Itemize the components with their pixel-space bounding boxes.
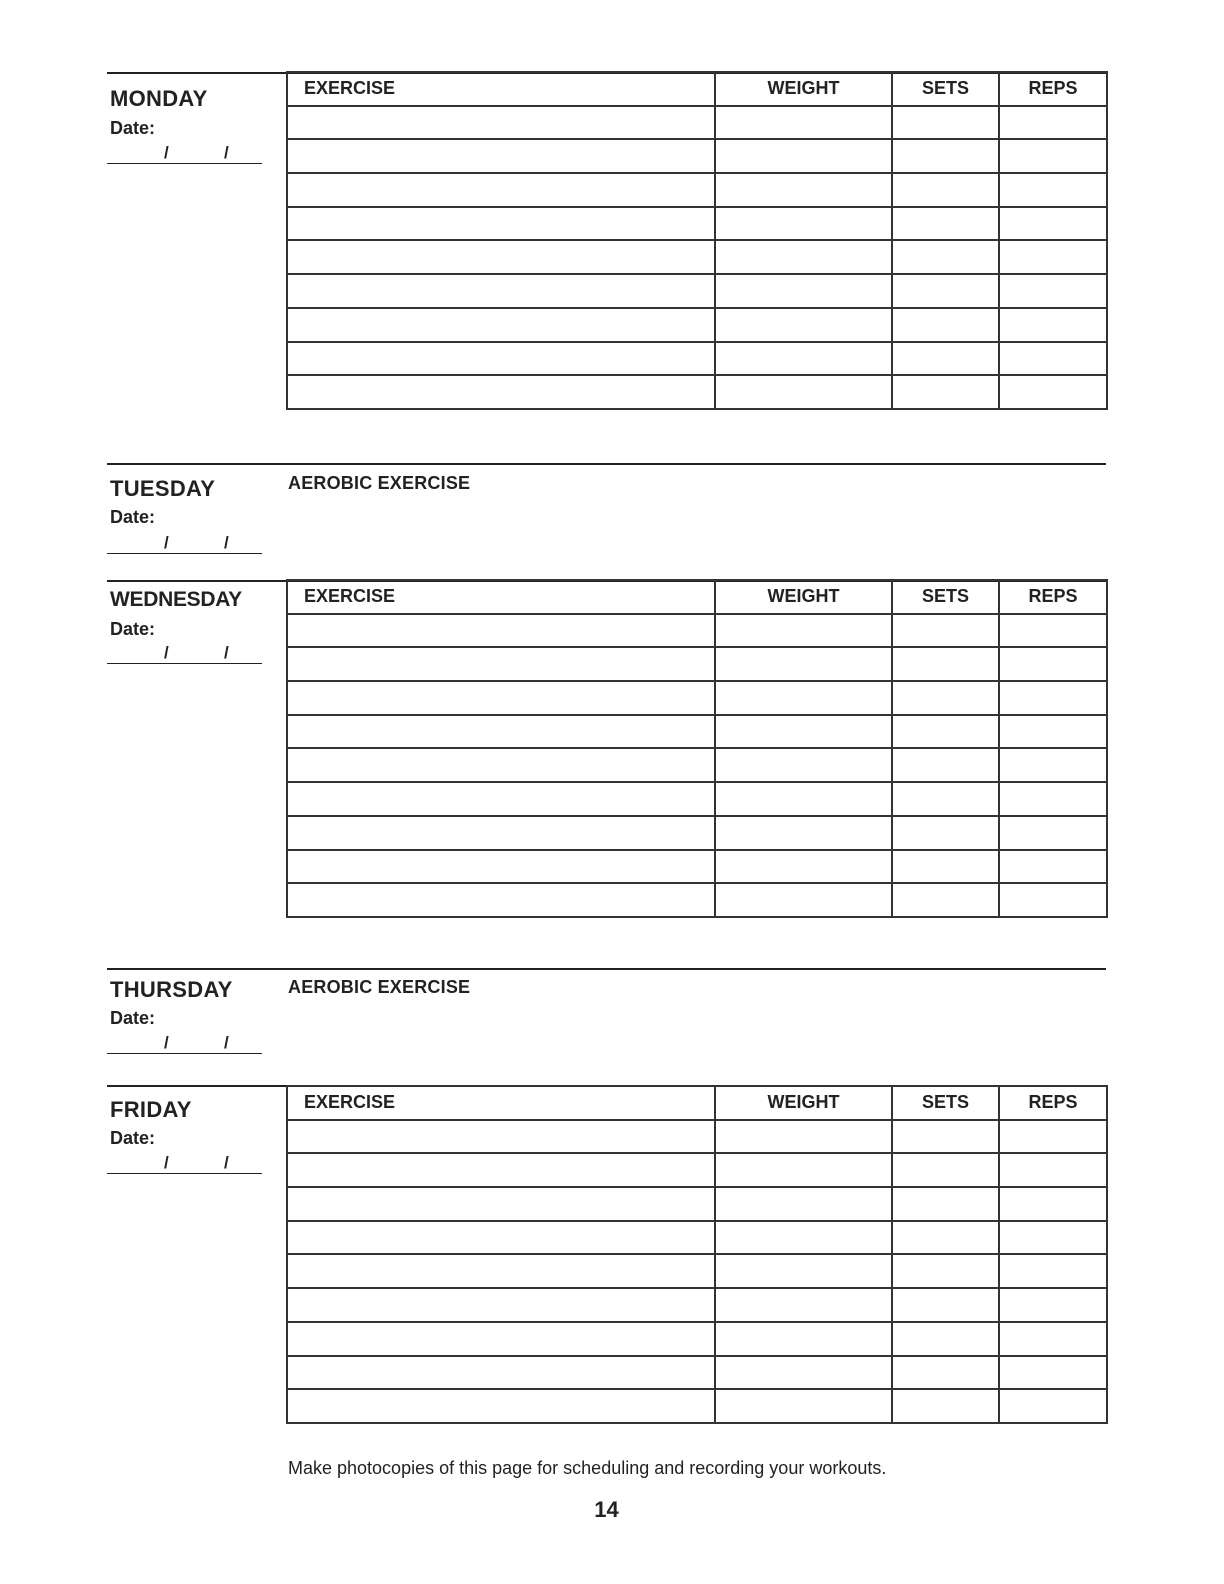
weight-cell[interactable] bbox=[715, 1322, 892, 1356]
reps-cell[interactable] bbox=[999, 1254, 1107, 1288]
exercise-cell[interactable] bbox=[287, 240, 715, 274]
thursday-aerobic-label: AEROBIC EXERCISE bbox=[288, 977, 471, 997]
exercise-cell[interactable] bbox=[287, 139, 715, 173]
column-header-weight: WEIGHT bbox=[715, 1086, 892, 1120]
table-row bbox=[287, 173, 1107, 207]
sets-cell[interactable] bbox=[892, 1389, 999, 1423]
wednesday-heading: WEDNESDAY bbox=[110, 588, 242, 611]
reps-cell[interactable] bbox=[999, 207, 1107, 241]
table-row bbox=[287, 1120, 1107, 1154]
weight-cell[interactable] bbox=[715, 375, 892, 409]
reps-cell[interactable] bbox=[999, 274, 1107, 308]
sets-cell[interactable] bbox=[892, 1288, 999, 1322]
exercise-cell[interactable] bbox=[287, 1187, 715, 1221]
weight-cell[interactable] bbox=[715, 274, 892, 308]
table-row bbox=[287, 782, 1107, 816]
weight-cell[interactable] bbox=[715, 1254, 892, 1288]
table-row bbox=[287, 342, 1107, 376]
weight-cell[interactable] bbox=[715, 782, 892, 816]
friday-workout-table bbox=[286, 1085, 1108, 1424]
thursday-date-field[interactable] bbox=[107, 1033, 262, 1054]
weight-cell[interactable] bbox=[715, 106, 892, 140]
sets-cell[interactable] bbox=[892, 1221, 999, 1255]
sets-cell[interactable] bbox=[892, 106, 999, 140]
column-header-exercise: EXERCISE bbox=[287, 1086, 715, 1120]
page-number: 14 bbox=[594, 1497, 619, 1522]
sets-cell[interactable] bbox=[892, 782, 999, 816]
weight-cell[interactable] bbox=[715, 1389, 892, 1423]
reps-cell[interactable] bbox=[999, 139, 1107, 173]
table-row bbox=[287, 647, 1107, 681]
reps-cell[interactable] bbox=[999, 240, 1107, 274]
table-row bbox=[287, 614, 1107, 648]
monday-workout-table bbox=[286, 71, 1108, 410]
date-slash: / bbox=[224, 1153, 229, 1172]
sets-cell[interactable] bbox=[892, 748, 999, 782]
exercise-cell[interactable] bbox=[287, 850, 715, 884]
sets-cell[interactable] bbox=[892, 375, 999, 409]
weight-cell[interactable] bbox=[715, 816, 892, 850]
sets-cell[interactable] bbox=[892, 816, 999, 850]
exercise-cell[interactable] bbox=[287, 614, 715, 648]
table-row bbox=[287, 106, 1107, 140]
exercise-cell[interactable] bbox=[287, 816, 715, 850]
sets-cell[interactable] bbox=[892, 647, 999, 681]
weight-cell[interactable] bbox=[715, 715, 892, 749]
weight-cell[interactable] bbox=[715, 207, 892, 241]
reps-cell[interactable] bbox=[999, 883, 1107, 917]
friday-date-label: Date: bbox=[110, 1128, 156, 1148]
weight-cell[interactable] bbox=[715, 342, 892, 376]
table-row bbox=[287, 816, 1107, 850]
reps-cell[interactable] bbox=[999, 173, 1107, 207]
weight-cell[interactable] bbox=[715, 850, 892, 884]
exercise-cell[interactable] bbox=[287, 1356, 715, 1390]
reps-cell[interactable] bbox=[999, 816, 1107, 850]
weight-cell[interactable] bbox=[715, 240, 892, 274]
exercise-cell[interactable] bbox=[287, 106, 715, 140]
table-header-row bbox=[287, 580, 1107, 614]
table-row bbox=[287, 850, 1107, 884]
sets-cell[interactable] bbox=[892, 715, 999, 749]
exercise-cell[interactable] bbox=[287, 1221, 715, 1255]
exercise-cell[interactable] bbox=[287, 883, 715, 917]
sets-cell[interactable] bbox=[892, 342, 999, 376]
table-row bbox=[287, 1221, 1107, 1255]
date-slash: / bbox=[224, 143, 229, 162]
table-row bbox=[287, 139, 1107, 173]
table-row bbox=[287, 1254, 1107, 1288]
sets-cell[interactable] bbox=[892, 1153, 999, 1187]
sets-cell[interactable] bbox=[892, 1322, 999, 1356]
reps-cell[interactable] bbox=[999, 850, 1107, 884]
table-row bbox=[287, 1389, 1107, 1423]
exercise-cell[interactable] bbox=[287, 681, 715, 715]
table-row bbox=[287, 715, 1107, 749]
sets-cell[interactable] bbox=[892, 1120, 999, 1154]
sets-cell[interactable] bbox=[892, 240, 999, 274]
date-slash: / bbox=[224, 643, 229, 662]
exercise-cell[interactable] bbox=[287, 1322, 715, 1356]
reps-cell[interactable] bbox=[999, 1187, 1107, 1221]
tuesday-date-field[interactable] bbox=[107, 533, 262, 554]
reps-cell[interactable] bbox=[999, 1356, 1107, 1390]
reps-cell[interactable] bbox=[999, 1153, 1107, 1187]
weight-cell[interactable] bbox=[715, 647, 892, 681]
weight-cell[interactable] bbox=[715, 1120, 892, 1154]
weight-cell[interactable] bbox=[715, 1356, 892, 1390]
weight-cell[interactable] bbox=[715, 883, 892, 917]
photocopy-note: Make photocopies of this page for scheduling and recording your workouts. bbox=[288, 1458, 887, 1478]
reps-cell[interactable] bbox=[999, 748, 1107, 782]
column-header-sets: SETS bbox=[892, 580, 999, 614]
tuesday-divider bbox=[107, 463, 1106, 465]
table-row bbox=[287, 1153, 1107, 1187]
weight-cell[interactable] bbox=[715, 139, 892, 173]
table-header-row bbox=[287, 1086, 1107, 1120]
friday-heading: FRIDAY bbox=[110, 1097, 192, 1122]
date-slash: / bbox=[224, 1033, 229, 1052]
date-slash: / bbox=[164, 1033, 169, 1052]
weight-cell[interactable] bbox=[715, 1288, 892, 1322]
reps-cell[interactable] bbox=[999, 1322, 1107, 1356]
column-header-weight: WEIGHT bbox=[715, 580, 892, 614]
reps-cell[interactable] bbox=[999, 1288, 1107, 1322]
exercise-cell[interactable] bbox=[287, 1254, 715, 1288]
table-row bbox=[287, 681, 1107, 715]
exercise-cell[interactable] bbox=[287, 342, 715, 376]
wednesday-date-field[interactable] bbox=[107, 643, 262, 664]
exercise-cell[interactable] bbox=[287, 1120, 715, 1154]
reps-cell[interactable] bbox=[999, 614, 1107, 648]
date-slash: / bbox=[164, 143, 169, 162]
exercise-cell[interactable] bbox=[287, 1288, 715, 1322]
date-slash: / bbox=[164, 1153, 169, 1172]
exercise-cell[interactable] bbox=[287, 647, 715, 681]
table-row bbox=[287, 748, 1107, 782]
wednesday-workout-table bbox=[286, 579, 1108, 918]
exercise-cell[interactable] bbox=[287, 173, 715, 207]
column-header-reps: REPS bbox=[999, 72, 1107, 106]
weight-cell[interactable] bbox=[715, 1221, 892, 1255]
column-header-exercise: EXERCISE bbox=[287, 72, 715, 106]
reps-cell[interactable] bbox=[999, 647, 1107, 681]
exercise-cell[interactable] bbox=[287, 1153, 715, 1187]
sets-cell[interactable] bbox=[892, 681, 999, 715]
exercise-cell[interactable] bbox=[287, 1389, 715, 1423]
reps-cell[interactable] bbox=[999, 342, 1107, 376]
column-header-sets: SETS bbox=[892, 72, 999, 106]
table-row bbox=[287, 1187, 1107, 1221]
column-header-reps: REPS bbox=[999, 580, 1107, 614]
date-slash: / bbox=[164, 643, 169, 662]
monday-date-field[interactable] bbox=[107, 143, 262, 164]
table-header-row bbox=[287, 72, 1107, 106]
reps-cell[interactable] bbox=[999, 375, 1107, 409]
reps-cell[interactable] bbox=[999, 1389, 1107, 1423]
column-header-reps: REPS bbox=[999, 1086, 1107, 1120]
monday-date-label: Date: bbox=[110, 118, 156, 138]
sets-cell[interactable] bbox=[892, 274, 999, 308]
date-slash: / bbox=[224, 533, 229, 552]
sets-cell[interactable] bbox=[892, 173, 999, 207]
sets-cell[interactable] bbox=[892, 1254, 999, 1288]
reps-cell[interactable] bbox=[999, 106, 1107, 140]
monday-heading: MONDAY bbox=[110, 86, 208, 111]
table-row bbox=[287, 375, 1107, 409]
table-row bbox=[287, 1322, 1107, 1356]
thursday-date-label: Date: bbox=[110, 1008, 156, 1028]
sets-cell[interactable] bbox=[892, 1187, 999, 1221]
column-header-weight: WEIGHT bbox=[715, 72, 892, 106]
weight-cell[interactable] bbox=[715, 173, 892, 207]
reps-cell[interactable] bbox=[999, 782, 1107, 816]
reps-cell[interactable] bbox=[999, 715, 1107, 749]
exercise-cell[interactable] bbox=[287, 715, 715, 749]
weight-cell[interactable] bbox=[715, 681, 892, 715]
sets-cell[interactable] bbox=[892, 1356, 999, 1390]
reps-cell[interactable] bbox=[999, 308, 1107, 342]
sets-cell[interactable] bbox=[892, 883, 999, 917]
weight-cell[interactable] bbox=[715, 748, 892, 782]
weight-cell[interactable] bbox=[715, 614, 892, 648]
tuesday-aerobic-label: AEROBIC EXERCISE bbox=[288, 473, 471, 493]
column-header-exercise: EXERCISE bbox=[287, 580, 715, 614]
weight-cell[interactable] bbox=[715, 308, 892, 342]
thursday-divider bbox=[107, 968, 1106, 970]
reps-cell[interactable] bbox=[999, 1120, 1107, 1154]
table-row bbox=[287, 1356, 1107, 1390]
wednesday-date-label: Date: bbox=[110, 619, 156, 639]
column-header-sets: SETS bbox=[892, 1086, 999, 1120]
sets-cell[interactable] bbox=[892, 614, 999, 648]
reps-cell[interactable] bbox=[999, 1221, 1107, 1255]
date-slash: / bbox=[164, 533, 169, 552]
sets-cell[interactable] bbox=[892, 139, 999, 173]
exercise-cell[interactable] bbox=[287, 375, 715, 409]
tuesday-date-label: Date: bbox=[110, 507, 156, 527]
table-row bbox=[287, 207, 1107, 241]
exercise-cell[interactable] bbox=[287, 782, 715, 816]
tuesday-heading: TUESDAY bbox=[110, 476, 216, 501]
exercise-cell[interactable] bbox=[287, 308, 715, 342]
sets-cell[interactable] bbox=[892, 207, 999, 241]
table-row bbox=[287, 274, 1107, 308]
table-row bbox=[287, 883, 1107, 917]
table-row bbox=[287, 308, 1107, 342]
exercise-cell[interactable] bbox=[287, 274, 715, 308]
weight-cell[interactable] bbox=[715, 1187, 892, 1221]
thursday-heading: THURSDAY bbox=[110, 977, 233, 1002]
weight-cell[interactable] bbox=[715, 1153, 892, 1187]
sets-cell[interactable] bbox=[892, 850, 999, 884]
sets-cell[interactable] bbox=[892, 308, 999, 342]
table-row bbox=[287, 240, 1107, 274]
exercise-cell[interactable] bbox=[287, 207, 715, 241]
friday-date-field[interactable] bbox=[107, 1153, 262, 1174]
table-row bbox=[287, 1288, 1107, 1322]
reps-cell[interactable] bbox=[999, 681, 1107, 715]
exercise-cell[interactable] bbox=[287, 748, 715, 782]
